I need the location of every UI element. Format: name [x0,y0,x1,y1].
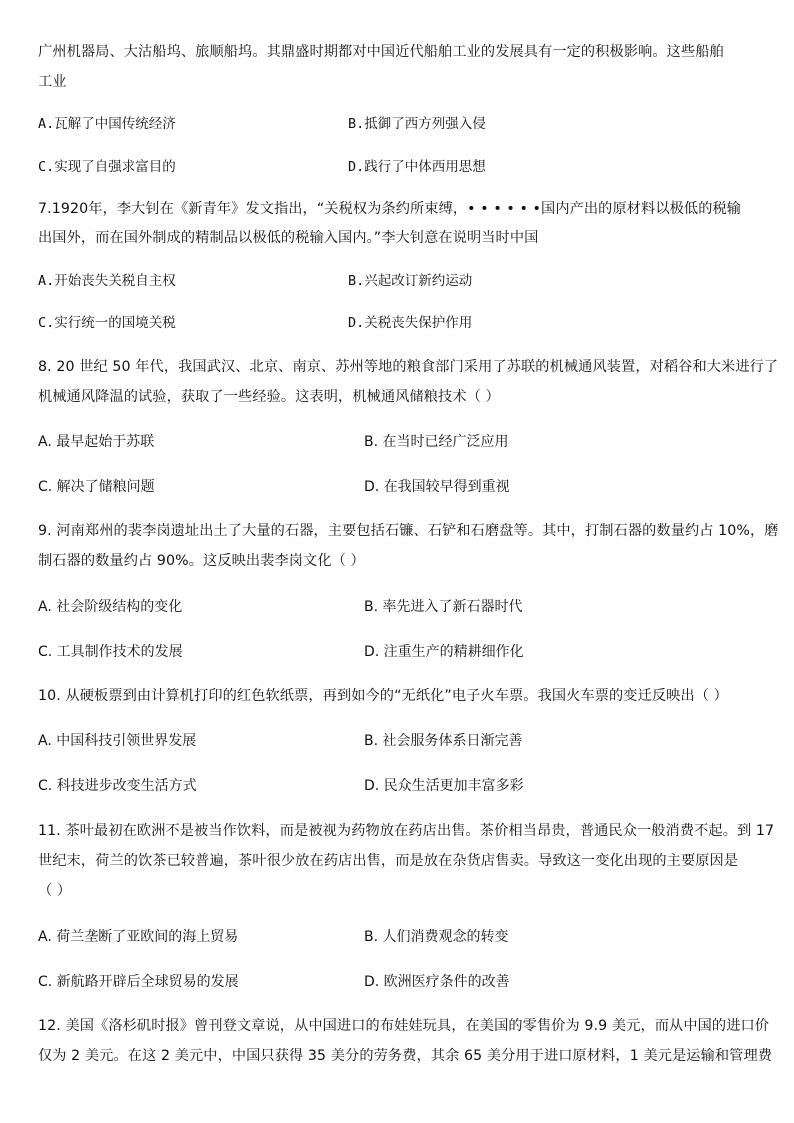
q8-option-d[interactable]: D. 在我国较早得到重视 [364,479,510,495]
q11-stem-line-2: 世纪末，荷兰的饮茶已较普遍，茶叶很少放在药店出售，而是放在杂货店售卖。导致这一变化出现的主要原因是 [38,853,739,869]
q7-stem-line-1: 7.1920年，李大钊在《新青年》发文指出，“关税权为条约所束缚，• • • • • •国内产出的原材料以极低的税输 [38,201,742,217]
q6-option-a[interactable]: A.瓦解了中国传统经济 [38,116,176,132]
q11-option-c[interactable]: C. 新航路开辟后全球贸易的发展 [38,974,239,990]
q6-stem-line-2: 工业 [38,74,67,90]
q11-option-d[interactable]: D. 欧洲医疗条件的改善 [364,974,510,990]
q12-stem-line-2: 仅为 2 美元。在这 2 美元中，中国只获得 35 美分的劳务费，其余 65 美分用于进口原材料，1 美元是运输和管理费 [38,1048,773,1064]
q11-option-a[interactable]: A. 荷兰垄断了亚欧间的海上贸易 [38,929,239,945]
q7-option-b[interactable]: B.兴起改订新约运动 [348,273,473,289]
q7-option-c[interactable]: C.实行统一的国境关税 [38,315,176,331]
q9-option-a[interactable]: A. 社会阶级结构的变化 [38,599,183,615]
q6-option-c[interactable]: C.实现了自强求富目的 [38,159,176,175]
q7-stem-line-2: 出国外，而在国外制成的精制品以极低的税输入国内。”李大钊意在说明当时中国 [38,230,539,246]
q8-stem-line-2: 机械通风降温的试验，获取了一些经验。这表明，机械通风储粮技术（ ） [38,389,500,405]
q7-option-a[interactable]: A.开始丧失关税自主权 [38,273,176,289]
q8-stem-line-1: 8. 20 世纪 50 年代，我国武汉、北京、南京、苏州等地的粮食部门采用了苏联的机械通风装置，对稻谷和大米进行了 [38,359,779,375]
q8-option-c[interactable]: C. 解决了储粮问题 [38,479,155,495]
q9-option-b[interactable]: B. 率先进入了新石器时代 [364,599,523,615]
q11-option-b[interactable]: B. 人们消费观念的转变 [364,929,509,945]
q10-option-d[interactable]: D. 民众生活更加丰富多彩 [364,778,524,794]
q10-option-a[interactable]: A. 中国科技引领世界发展 [38,733,197,749]
q6-option-d[interactable]: D.践行了中体西用思想 [348,159,486,175]
q9-option-d[interactable]: D. 注重生产的精耕细作化 [364,644,524,660]
q10-option-c[interactable]: C. 科技进步改变生活方式 [38,778,197,794]
q6-stem-line-1: 广州机器局、大沽船坞、旅顺船坞。其鼎盛时期都对中国近代船舶工业的发展具有一定的积极影响。这些船舶 [38,44,724,60]
q12-stem-line-1: 12. 美国《洛杉矶时报》曾刊登文章说，从中国进口的布娃娃玩具，在美国的零售价为 9.9 美元，而从中国的进口价 [38,1018,770,1034]
q11-stem-line-1: 11. 茶叶最初在欧洲不是被当作饮料，而是被视为药物放在药店出售。茶价相当昂贵，普通民众一般消费不起。到 17 [38,823,775,839]
q6-option-b[interactable]: B.抵御了西方列强入侵 [348,116,486,132]
q9-stem-line-2: 制石器的数量约占 90%。这反映出裴李岗文化（ ） [38,553,365,569]
q7-option-d[interactable]: D.关税丧失保护作用 [348,315,473,331]
q8-option-b[interactable]: B. 在当时已经广泛应用 [364,434,509,450]
q10-stem-line-1: 10. 从硬板票到由计算机打印的红色软纸票，再到如今的“无纸化”电子火车票。我国火车票的变迁反映出（ ） [38,688,728,704]
q8-option-a[interactable]: A. 最早起始于苏联 [38,434,155,450]
q9-stem-line-1: 9. 河南郑州的裴李岗遗址出土了大量的石器，主要包括石镰、石铲和石磨盘等。其中，打制石器的数量约占 10%，磨 [38,523,779,539]
q9-option-c[interactable]: C. 工具制作技术的发展 [38,644,183,660]
q11-stem-line-3: （ ） [38,883,72,899]
q10-option-b[interactable]: B. 社会服务体系日渐完善 [364,733,523,749]
